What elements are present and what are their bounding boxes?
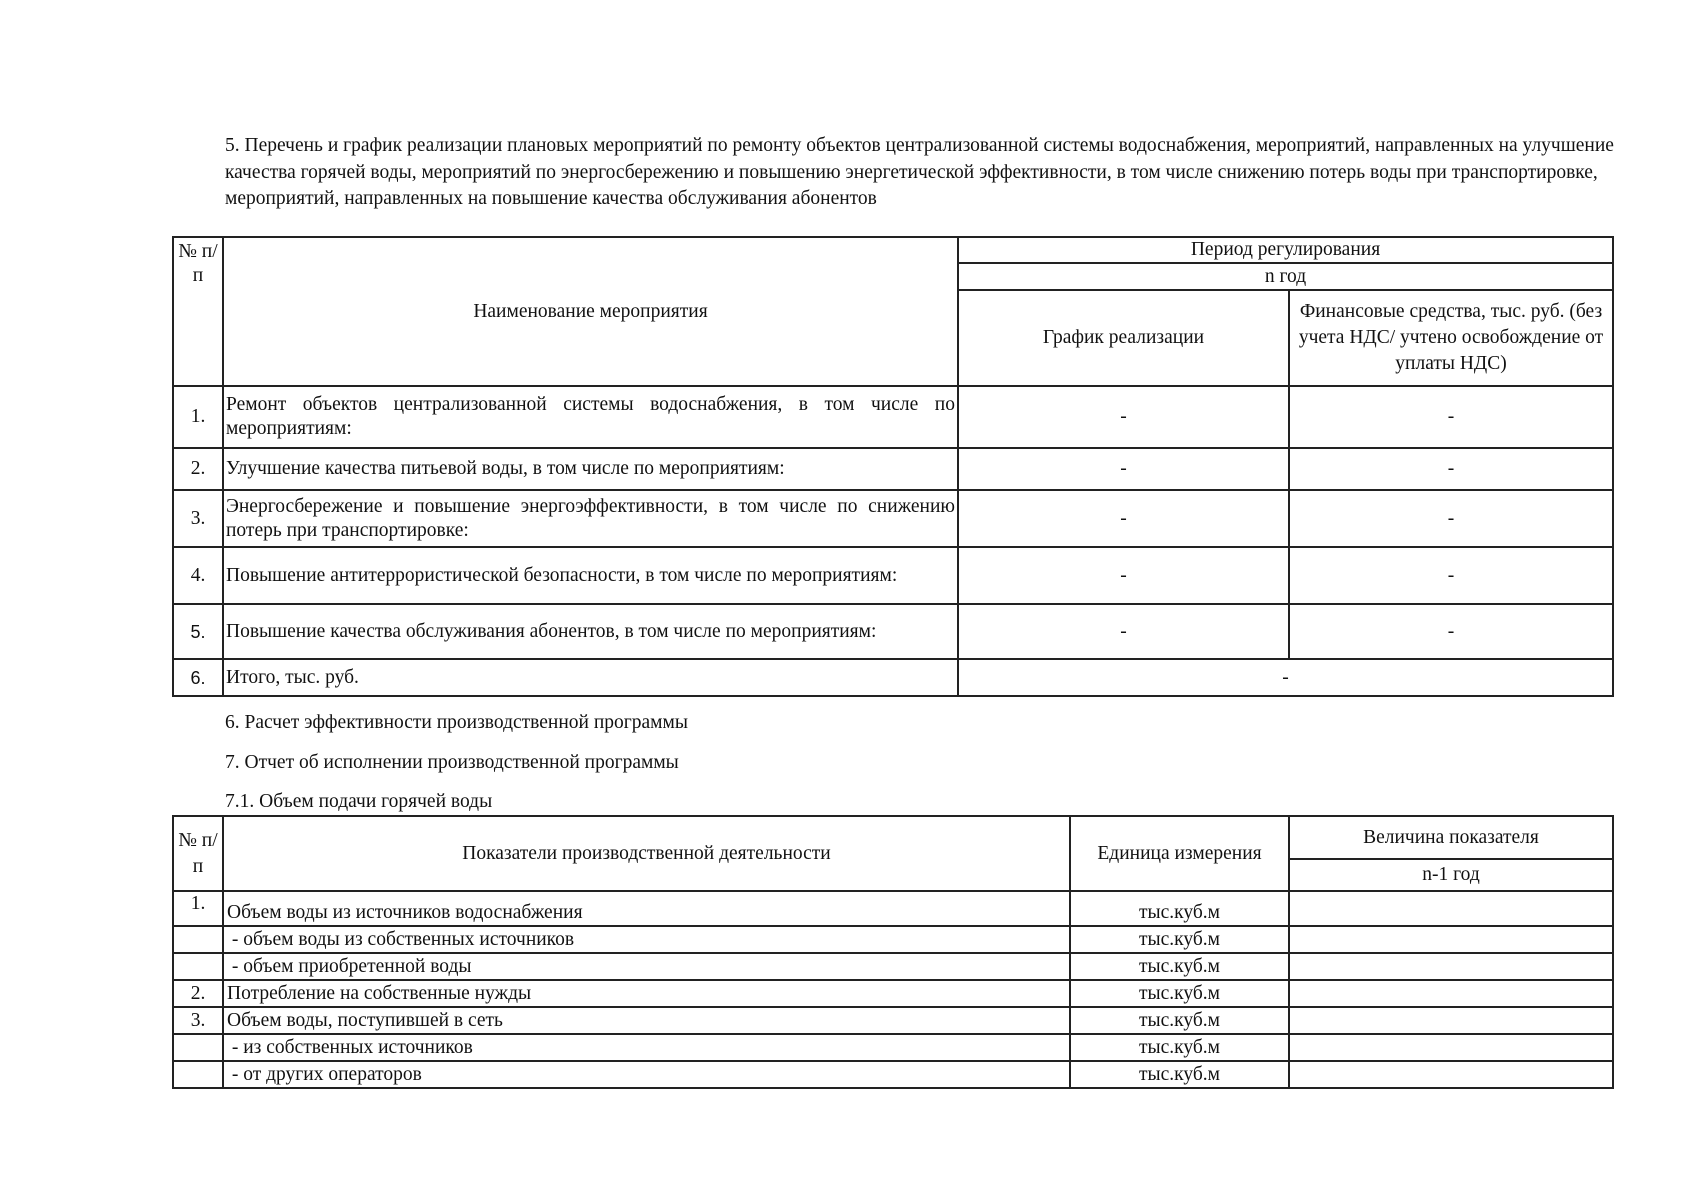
row-activity: Ремонт объектов централизованной системы водоснабжения, в том числе по мероприятиям: <box>223 386 958 448</box>
row-indicator: - из собственных источников <box>223 1034 1070 1061</box>
row-activity: Повышение качества обслуживания абонентов, в том числе по мероприятиям: <box>223 604 958 659</box>
header-year: n-1 год <box>1289 859 1613 891</box>
plan-activities-table <box>172 236 1614 697</box>
row-schedule: - <box>958 490 1289 547</box>
header-finance: Финансовые средства, тыс. руб. (без учета НДС/ учтено освобождение от уплаты НДС) <box>1289 290 1613 386</box>
table-row <box>173 953 1613 980</box>
row-unit: тыс.куб.м <box>1070 1007 1289 1034</box>
row-indicator: Потребление на собственные нужды <box>223 980 1070 1007</box>
table-row <box>173 490 1613 547</box>
header-schedule: График реализации <box>958 290 1289 386</box>
row-num <box>173 953 223 980</box>
row-num <box>173 1061 223 1088</box>
table-row <box>173 891 1613 926</box>
row-indicator: - объем приобретенной воды <box>223 953 1070 980</box>
table-row <box>173 448 1613 490</box>
row-unit: тыс.куб.м <box>1070 1034 1289 1061</box>
row-value <box>1289 980 1613 1007</box>
row-unit: тыс.куб.м <box>1070 891 1289 926</box>
row-value <box>1289 926 1613 953</box>
header-value: Величина показателя <box>1289 816 1613 859</box>
row-finance: - <box>1289 490 1613 547</box>
total-value: - <box>958 659 1613 696</box>
row-num: 3. <box>173 1007 223 1034</box>
total-row <box>173 659 1613 696</box>
row-finance: - <box>1289 547 1613 604</box>
row-unit: тыс.куб.м <box>1070 1061 1289 1088</box>
table-row <box>173 980 1613 1007</box>
row-unit: тыс.куб.м <box>1070 980 1289 1007</box>
row-value <box>1289 953 1613 980</box>
row-schedule: - <box>958 448 1289 490</box>
row-schedule: - <box>958 547 1289 604</box>
header-indicator: Показатели производственной деятельности <box>223 816 1070 891</box>
row-num: 2. <box>173 448 223 490</box>
header-year: n год <box>958 263 1613 290</box>
table-row <box>173 1007 1613 1034</box>
row-finance: - <box>1289 448 1613 490</box>
row-activity: Энергосбережение и повышение энергоэффективности, в том числе по снижению потерь при транспортировке: <box>223 490 958 547</box>
row-activity: Улучшение качества питьевой воды, в том числе по мероприятиям: <box>223 448 958 490</box>
header-num: № п/п <box>173 237 223 386</box>
row-schedule: - <box>958 604 1289 659</box>
row-unit: тыс.куб.м <box>1070 953 1289 980</box>
table-row <box>173 926 1613 953</box>
table-row <box>173 1061 1613 1088</box>
row-indicator: - объем воды из собственных источников <box>223 926 1070 953</box>
table-row <box>173 547 1613 604</box>
total-num: 6. <box>173 659 223 696</box>
header-num: № п/п <box>173 816 223 891</box>
row-activity: Повышение антитеррористической безопасности, в том числе по мероприятиям: <box>223 547 958 604</box>
row-num: 2. <box>173 980 223 1007</box>
row-num <box>173 926 223 953</box>
section-6-heading: 6. Расчет эффективности производственной программы <box>225 712 688 733</box>
row-num <box>173 1034 223 1061</box>
row-num: 4. <box>173 547 223 604</box>
row-num: 1. <box>173 891 223 926</box>
header-period: Период регулирования <box>958 237 1613 263</box>
table-row <box>173 604 1613 659</box>
row-num: 3. <box>173 490 223 547</box>
row-value <box>1289 1061 1613 1088</box>
row-indicator: Объем воды, поступившей в сеть <box>223 1007 1070 1034</box>
header-activity-name: Наименование мероприятия <box>223 237 958 386</box>
row-value <box>1289 891 1613 926</box>
row-schedule: - <box>958 386 1289 448</box>
row-unit: тыс.куб.м <box>1070 926 1289 953</box>
row-indicator: Объем воды из источников водоснабжения <box>223 891 1070 926</box>
section-5-heading: 5. Перечень и график реализации плановых мероприятий по ремонту объектов централизованной системы водоснабжения, мероприятий, направленных на улучшение качества горячей воды, мероприятий по энергосбережению и повышению энергетической эффективности, в том числе снижению потерь воды при транспортировке, мероприятий, направленных на повышение качества обслуживания абонентов <box>225 135 1614 209</box>
table-row <box>173 1034 1613 1061</box>
row-finance: - <box>1289 386 1613 448</box>
table-row <box>173 386 1613 448</box>
section-7-heading: 7. Отчет об исполнении производственной программы <box>225 752 679 773</box>
hot-water-volume-table <box>172 815 1614 1089</box>
row-num: 1. <box>173 386 223 448</box>
row-value <box>1289 1007 1613 1034</box>
total-label: Итого, тыс. руб. <box>223 659 958 696</box>
row-indicator: - от других операторов <box>223 1061 1070 1088</box>
row-finance: - <box>1289 604 1613 659</box>
row-num: 5. <box>173 604 223 659</box>
header-unit: Единица измерения <box>1070 816 1289 891</box>
row-value <box>1289 1034 1613 1061</box>
section-7-1-heading: 7.1. Объем подачи горячей воды <box>225 791 493 812</box>
